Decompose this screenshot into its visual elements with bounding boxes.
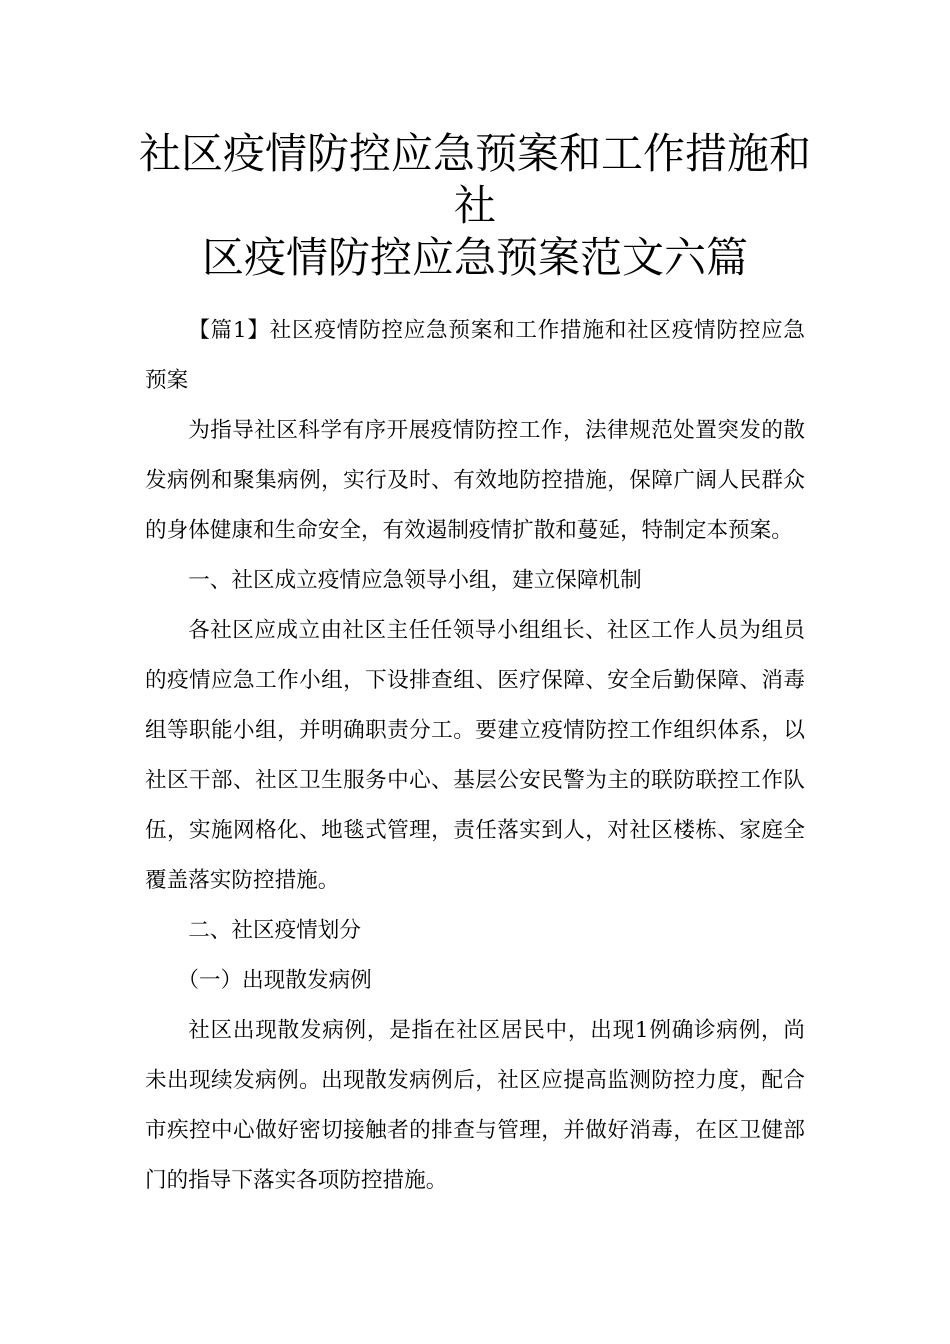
document-body bbox=[145, 306, 805, 1206]
subsection-heading-1: （一）出现散发病例 bbox=[177, 968, 372, 993]
body-paragraph-sporadic-cases: 社区出现散发病例，是指在社区居民中，出现1例确诊病例，尚未出现续发病例。出现散发病例后，社区应提高监测防控力度，配合市疾控中心做好密切接触者的排查与管理，并做好消毒，在区卫健部门的指导下落实各项防控措施。 bbox=[145, 1018, 805, 1193]
title-line-2: 区疫情防控应急预案范文六篇 bbox=[201, 233, 748, 282]
intro-paragraph: 为指导社区科学有序开展疫情防控工作，法律规范处置突发的散发病例和聚集病例，实行及时、有效地防控措施，保障广阔人民群众的身体健康和生命安全，有效遏制疫情扩散和蔓延，特制定本预案。 bbox=[145, 418, 805, 543]
body-paragraph-leadership: 各社区应成立由社区主任任领导小组组长、社区工作人员为组员的疫情应急工作小组，下设排查组、医疗保障、安全后勤保障、消毒组等职能小组，并明确职责分工。要建立疫情防控工作组织体系，以社区干部、社区卫生服务中心、基层公安民警为主的联防联控工作队伍，实施网格化、地毯式管理，责任落实到人，对社区楼栋、家庭全覆盖落实防控措施。 bbox=[145, 618, 805, 893]
section-heading-article-1: 【篇1】社区疫情防控应急预案和工作措施和社区疫情防控应急预案 bbox=[145, 318, 805, 393]
section-heading-1: 一、社区成立疫情应急领导小组，建立保障机制 bbox=[188, 568, 642, 593]
section-heading-2: 二、社区疫情划分 bbox=[188, 918, 361, 943]
document-title bbox=[130, 128, 820, 284]
title-line-1: 社区疫情防控应急预案和工作措施和社 bbox=[138, 129, 811, 230]
